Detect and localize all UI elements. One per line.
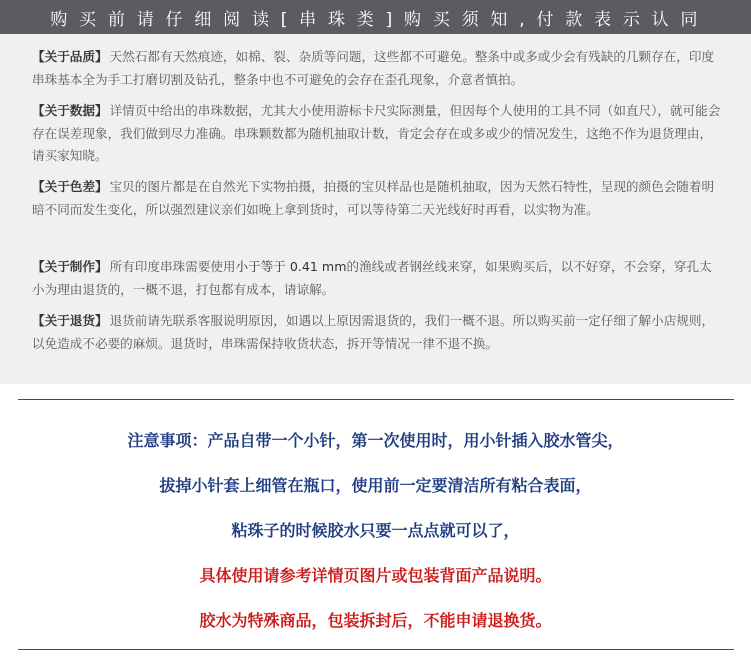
header-banner <box>0 0 751 34</box>
policy-color <box>32 176 722 221</box>
policy-return <box>32 310 722 355</box>
note-line: 具体使用请参考详情页图片或包装背面产品说明。 <box>199 566 552 585</box>
policy-text: 退货前请先联系客服说明原因，如遇以上原因需退货的，我们一概不退。所以购买前一定仔细了解小店规则，以免造成不必要的麻烦。退货时，串珠需保持收货状态，拆开等情况一律不退不换。 <box>32 313 715 351</box>
policy-data <box>32 100 722 168</box>
policy-tag: 【关于品质】 <box>32 49 108 64</box>
note-line: 粘珠子的时候胶水只要一点点就可以了， <box>231 521 520 540</box>
banner-title: 购 买 前 请 仔 细 阅 读 [ 串 珠 类 ] 购 买 须 知 , 付 款 表 示 认 同 <box>50 9 701 30</box>
policy-panel <box>0 34 751 384</box>
divider-bottom <box>18 649 734 650</box>
policy-text-after: 的渔线或者钢丝线来穿，如果购买后，以不好穿，不会穿，穿孔太小为理由退货的，一概不退，打包都有成本，请谅解。 <box>32 259 712 297</box>
policy-tag: 【关于数据】 <box>32 103 108 118</box>
policy-quality <box>32 46 722 91</box>
policy-tag: 【关于退货】 <box>32 313 108 328</box>
policy-text: 详情页中给出的串珠数据，尤其大小使用游标卡尺实际测量，但因每个人使用的工具不同（如直尺），就可能会存在误差现象，我们做到尽力准确。串珠颗数都为随机抽取计数，肯定会存在或多或少的情况发生，这绝不作为退货理由，请买家知晓。 <box>32 103 721 163</box>
note-line: 胶水为特殊商品，包装拆封后，不能申请退换货。 <box>199 611 552 630</box>
policy-text: 宝贝的图片都是在自然光下实物拍摄，拍摄的宝贝样品也是随机抽取，因为天然石特性，呈现的颜色会随着明暗不同而发生变化，所以强烈建议亲们如晚上拿到货时，可以等待第二天光线好时再看，以实物为准。 <box>32 179 715 217</box>
policy-making <box>32 256 722 301</box>
note-line: 拔掉小针套上细管在瓶口，使用前一定要清洁所有粘合表面， <box>159 476 592 495</box>
notes-section <box>0 418 751 643</box>
policy-highlight: 小于等于 0.41 mm <box>235 259 347 274</box>
policy-tag: 【关于色差】 <box>32 179 108 194</box>
policy-text-before: 所有印度串珠需要使用 <box>109 259 236 274</box>
divider-top <box>18 399 734 400</box>
note-line: 注意事项：产品自带一个小针，第一次使用时，用小针插入胶水管尖， <box>127 431 624 450</box>
policy-tag: 【关于制作】 <box>32 259 108 274</box>
policy-text: 天然石都有天然痕迹，如棉、裂、杂质等问题，这些都不可避免。整条中或多或少会有残缺的几颗存在，印度串珠基本全为手工打磨切割及钻孔，整条中也不可避免的会存在歪孔现象，介意者慎拍。 <box>32 49 715 87</box>
